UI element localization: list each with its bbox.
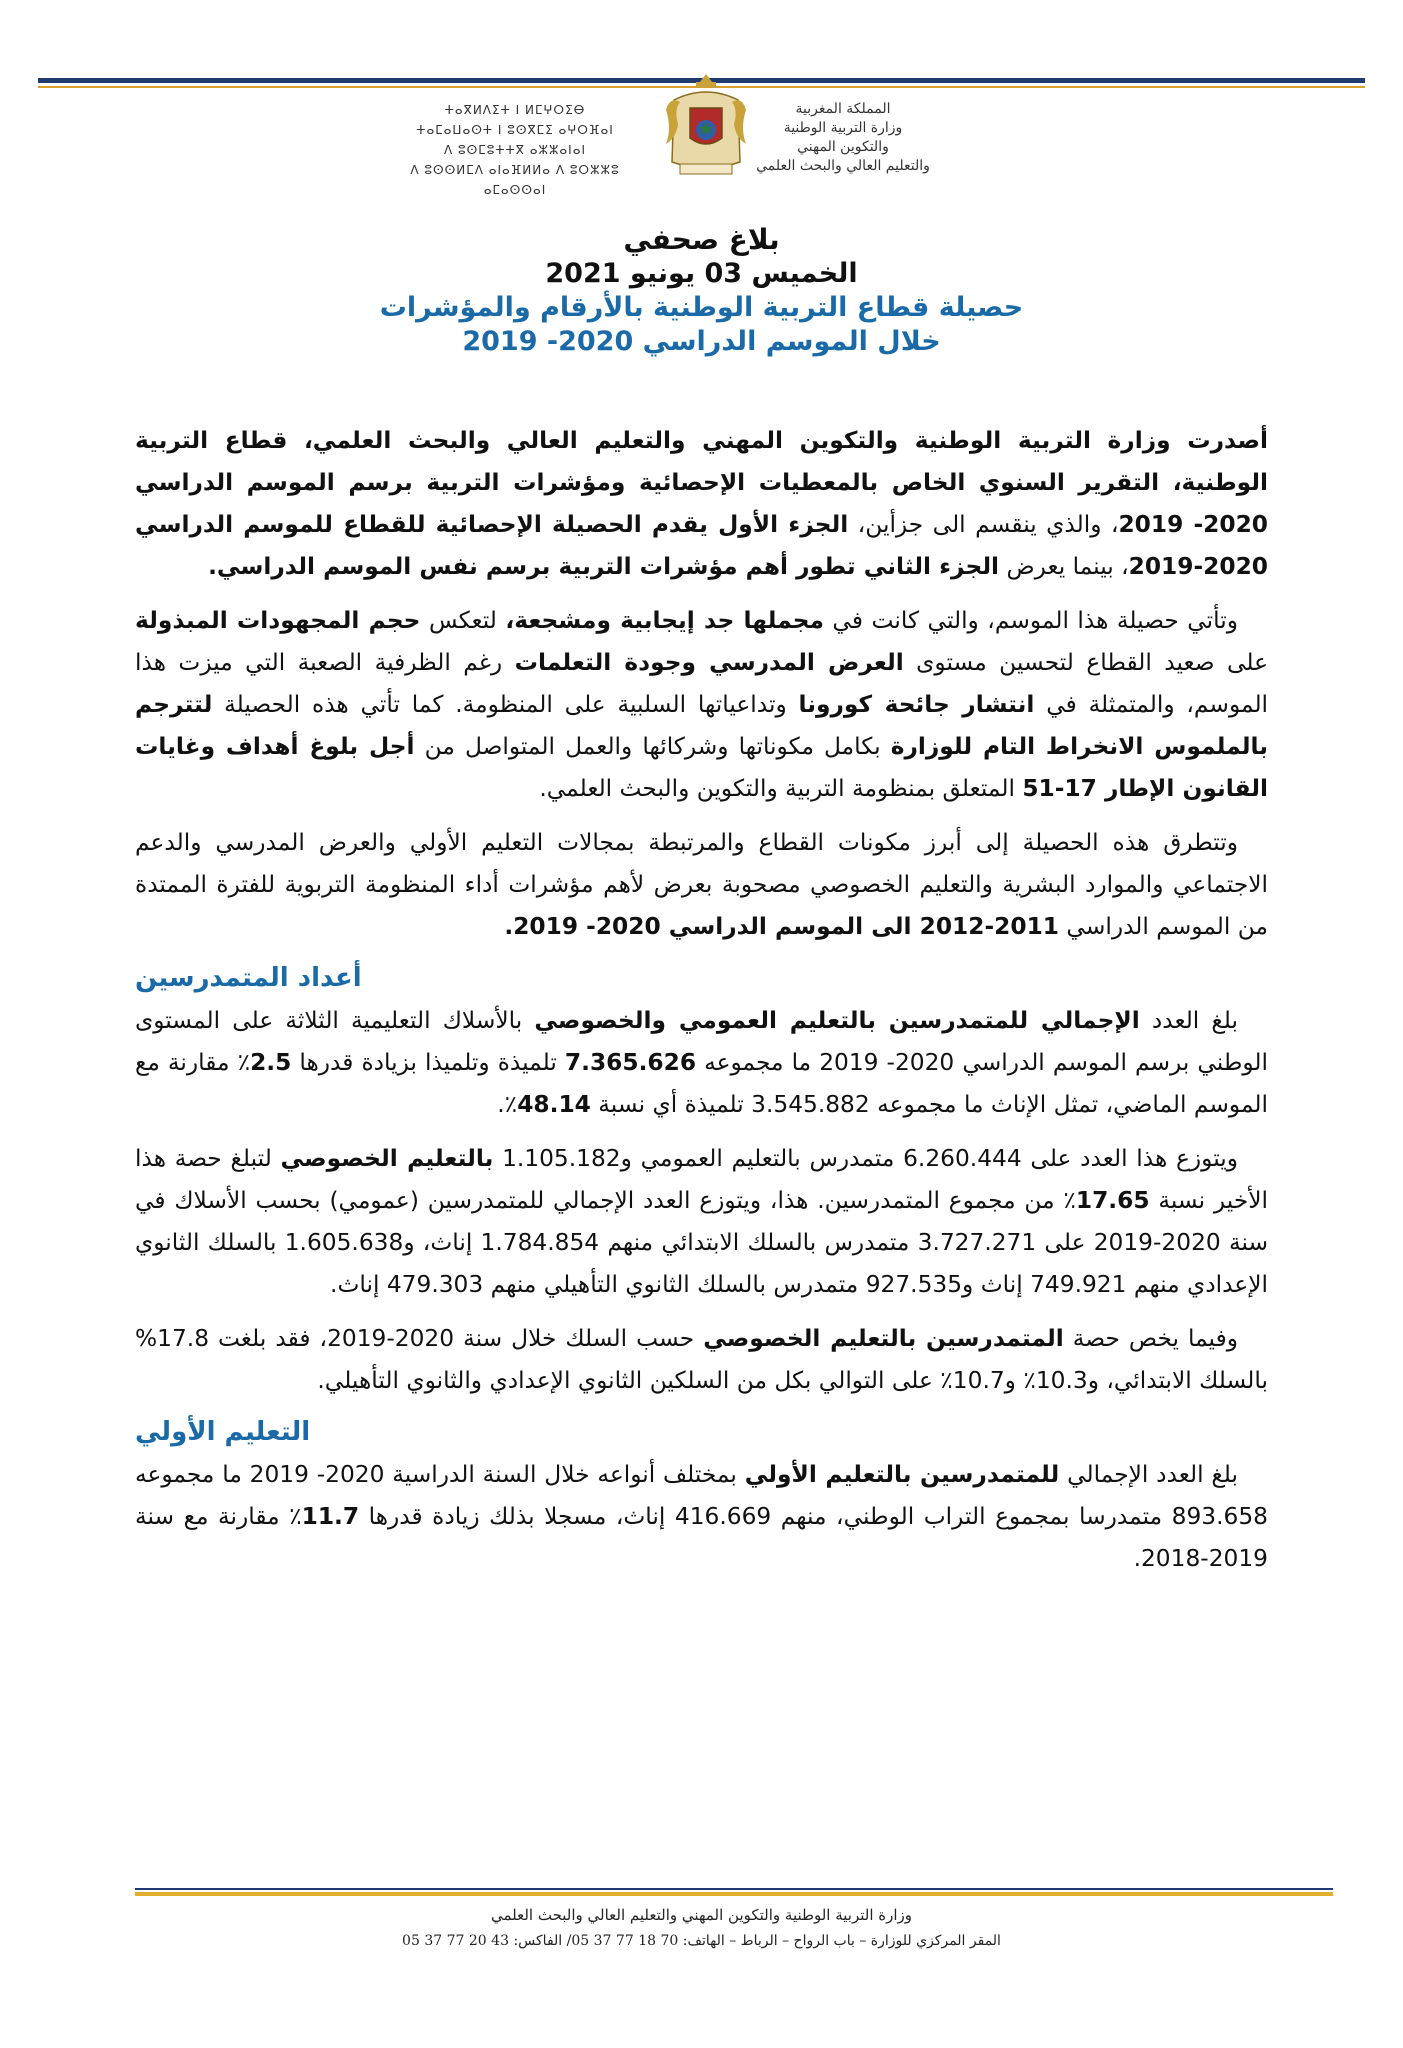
- ministry-ar-line: والتكوين المهني: [797, 139, 889, 155]
- moroccan-coat-of-arms-icon: [660, 70, 752, 180]
- bold-run: الجزء الأول يقدم الحصيلة الإحصائية للقطاع للموسم الدراسي 2020-2019: [135, 511, 1268, 580]
- section-heading-enrollment: [135, 960, 1268, 996]
- text-run: وتداعياتها السلبية على المنظومة. كما تأتي هذه الحصيلة: [212, 691, 799, 718]
- bold-run: أجل بلوغ أهداف وغايات القانون الإطار 17-51: [135, 733, 1268, 802]
- text-run: بالأسلاك التعليمية الثلاثة على المستوى الوطني برسم الموسم الدراسي 2020- 2019 ما مجموعه: [135, 1007, 1268, 1076]
- press-release-body: [135, 420, 1268, 1592]
- bold-run: 2011-2012 الى الموسم الدراسي 2020- 2019.: [504, 913, 1059, 940]
- bold-run: 17.65: [1075, 1187, 1150, 1214]
- text-run: حسب السلك خلال سنة 2020-2019، فقد بلغت 17.8% بالسلك الابتدائي، و10.3٪ و10.7٪ على التوالي بكل من السلكين الثانوي الإعدادي والثانوي التأهيلي.: [135, 1325, 1268, 1394]
- text-run: ، بينما يعرض: [999, 553, 1129, 580]
- ministry-name-arabic: [738, 100, 948, 176]
- bold-run: 48.14: [517, 1091, 591, 1118]
- release-date: الخميس 03 يونيو 2021: [545, 258, 858, 289]
- paragraph-private-share: [135, 1318, 1268, 1402]
- paragraph-results: [135, 600, 1268, 810]
- text-run: ٪.: [497, 1091, 518, 1118]
- footer-ministry: وزارة التربية الوطنية والتكوين المهني والتعليم العالي والبحث العلمي: [490, 1906, 913, 1924]
- bold-run: الجزء الثاني تطور أهم مؤشرات التربية برسم نفس الموسم الدراسي.: [208, 553, 1000, 580]
- footer-rule-gold: [135, 1892, 1333, 1896]
- text-run: وتتطرق هذه الحصيلة إلى أبرز مكونات القطاع والمرتبطة بمجالات التعليم الأولي والعرض المدرسي والدعم الاجتماعي والموارد البشرية والتعليم الخصوصي مصحوبة بعرض لأهم مؤشرات أداء المنظومة التربوية للفترة الممتدة من الموسم الدراسي: [135, 829, 1268, 940]
- paragraph-preschool: [135, 1454, 1268, 1580]
- text-run: بكامل مكوناتها وشركائها والعمل المتواصل من: [414, 733, 891, 760]
- text-run: ٪ مقارنة مع الموسم الماضي، تمثل الإناث ما مجموعه 3.545.882 تلميذة أي نسبة: [135, 1049, 1268, 1118]
- ministry-tz-line: ⴷ ⵓⵙⵙⵍⵎⴷ ⴰⵏⴰⴼⵍⵍⴰ ⴷ ⵓⵔⵣⵣⵓ ⴰⵎⴰⵙⵙⴰⵏ: [410, 163, 620, 197]
- text-run: على صعيد القطاع لتحسين مستوى: [903, 649, 1268, 676]
- paragraph-components: [135, 822, 1268, 948]
- ministry-ar-line: والتعليم العالي والبحث العلمي: [756, 158, 930, 174]
- bold-run: المتمدرسين بالتعليم الخصوصي: [703, 1325, 1064, 1352]
- bold-run: 11.7: [301, 1503, 360, 1530]
- bold-run: العرض المدرسي وجودة التعلمات: [514, 649, 904, 676]
- text-run: ، والذي ينقسم الى جزأين،: [848, 511, 1119, 538]
- bold-run: 7.365.626: [564, 1049, 697, 1076]
- footer-rule-blue: [135, 1888, 1333, 1890]
- text-run: ٪ من مجموع المتمدرسين. هذا، ويتوزع العدد الإجمالي للمتمدرسين (عمومي) بحسب الأسلاك في سنة 2020-2019 على 3.727.271 متمدرس بالسلك الابتدائي منهم 1.784.854 إناث، و1.605.638 بالسلك الثانوي الإعدادي منهم 749.921 إناث و927.535 متمدرس بالسلك الثانوي التأهيلي منهم 479.303 إناث.: [135, 1187, 1268, 1298]
- text-run: لتبلغ حصة هذا الأخير نسبة: [135, 1145, 1268, 1214]
- bold-run: أصدرت وزارة التربية الوطنية والتكوين المهني والتعليم العالي والبحث العلمي، قطاع التربية الوطنية، التقرير السنوي الخاص بالمعطيات الإحصائية ومؤشرات التربية برسم الموسم الدراسي 2020- 2019: [135, 427, 1269, 538]
- ministry-tz-line: ⵜⴰⴳⵍⴷⵉⵜ ⵏ ⵍⵎⵖⵔⵉⴱ: [444, 103, 586, 117]
- paragraph-intro: [135, 420, 1268, 588]
- bold-run: انتشار جائحة كورونا: [798, 691, 1035, 718]
- text-run: بمختلف أنواعه خلال السنة الدراسية 2020- 2019 ما مجموعه 893.658 متمدرسا بمجموع التراب الوطني، منهم 416.669 إناث، مسجلا بذلك زيادة قدرها: [135, 1461, 1268, 1530]
- bold-run: للمتمدرسين بالتعليم الأولي: [744, 1461, 1060, 1488]
- text-run: لتعكس: [420, 607, 506, 634]
- text-run: وتأتي حصيلة هذا الموسم، والتي كانت في: [823, 607, 1238, 634]
- bold-run: بالتعليم الخصوصي: [280, 1145, 494, 1172]
- paragraph-enrollment-distribution: [135, 1138, 1268, 1306]
- release-subtitle-line1: حصيلة قطاع التربية الوطنية بالأرقام والمؤشرات: [379, 291, 1024, 323]
- section-heading-text: التعليم الأولي: [135, 1417, 311, 1447]
- bold-run: لتترجم بالملموس الانخراط التام للوزارة: [135, 691, 1268, 760]
- footer-address: المقر المركزي للوزارة – باب الرواح – الرباط – الهاتف: 70 18 77 37 05/ الفاكس: 43 20 77 37 05: [402, 1933, 1001, 1949]
- text-run: ٪ مقارنة مع سنة 2019-2018.: [135, 1503, 1268, 1572]
- text-run: المتعلق بمنظومة التربية والتكوين والبحث العلمي.: [539, 775, 1023, 802]
- ministry-ar-line: وزارة التربية الوطنية: [783, 120, 903, 136]
- bold-run: حجم المجهودات المبذولة: [135, 607, 421, 634]
- text-run: ويتوزع هذا العدد على 6.260.444 متمدرس بالتعليم العمومي و1.105.182: [493, 1145, 1238, 1172]
- section-heading-preschool: [135, 1414, 1268, 1450]
- bold-run: مجملها جد إيجابية ومشجعة،: [505, 607, 824, 634]
- text-run: رغم الظرفية الصعبة التي ميزت هذا الموسم، والمتمثلة في: [135, 649, 1269, 718]
- paragraph-enrollment-total: [135, 1000, 1268, 1126]
- ministry-name-tifinagh: [400, 100, 630, 200]
- text-run: وفيما يخص حصة: [1063, 1325, 1238, 1352]
- ministry-ar-line: المملكة المغربية: [795, 101, 891, 117]
- ministry-tz-line: ⴷ ⵓⵙⵎⵓⵜⵜⴳ ⴰⵣⵣⴰⵏⴰⵏ: [444, 143, 586, 157]
- bold-run: الإجمالي للمتمدرسين بالتعليم العمومي والخصوصي: [534, 1007, 1140, 1034]
- footer: [135, 1902, 1268, 1954]
- text-run: تلميذة وتلميذا بزيادة قدرها: [291, 1049, 565, 1076]
- text-run: بلغ العدد الإجمالي: [1059, 1461, 1238, 1488]
- press-release-label: بلاغ صحفي: [623, 223, 780, 256]
- bold-run: 2.5: [250, 1049, 292, 1076]
- press-release-heading: [200, 222, 1203, 358]
- text-run: بلغ العدد: [1139, 1007, 1238, 1034]
- section-heading-text: أعداد المتمدرسين: [135, 963, 362, 993]
- ministry-tz-line: ⵜⴰⵎⴰⵡⴰⵙⵜ ⵏ ⵓⵙⴳⵎⵉ ⴰⵖⵔⴼⴰⵏ: [416, 123, 614, 137]
- release-subtitle-line2: خلال الموسم الدراسي 2020- 2019: [462, 325, 941, 357]
